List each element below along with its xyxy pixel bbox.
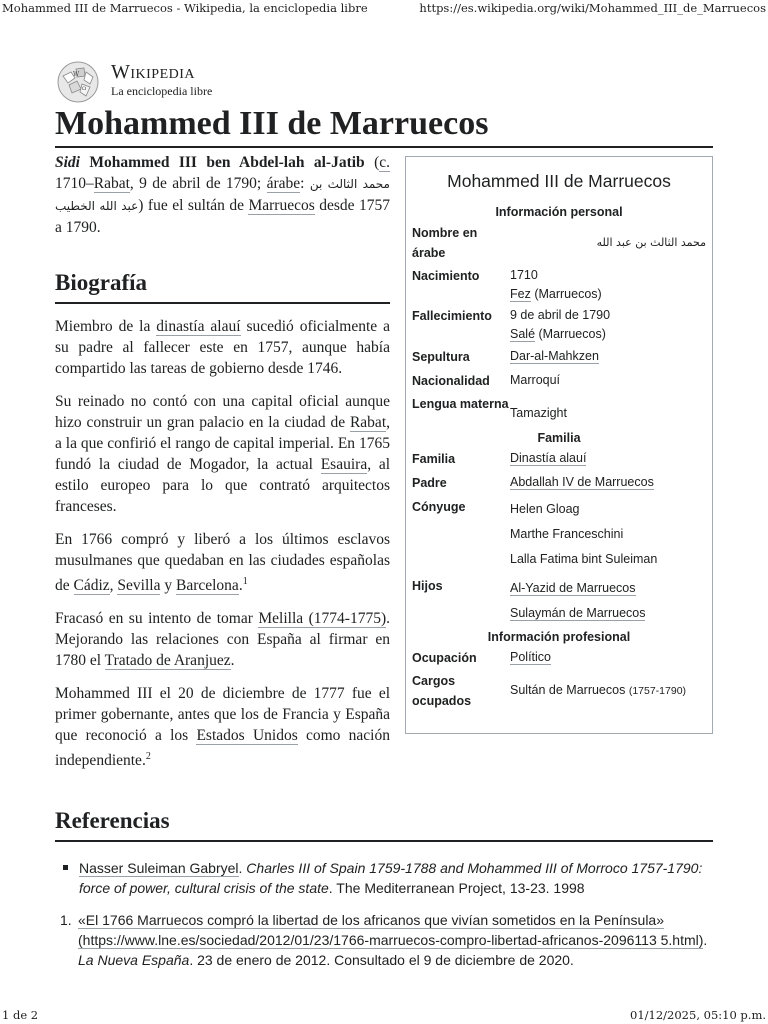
paragraph: Su reinado no contó con una capital oficial aunque hizo construir un gran palacio en la ciudad de Rabat, a la que confirió el rango de capital imperial. En 1765 fundó la ciudad de Mogador, la actual Esauira, al estilo europeo para lo que contrató arquitectos franceses. xyxy=(55,393,391,515)
infobox-value xyxy=(510,449,706,469)
fez-link[interactable]: Fez xyxy=(510,287,531,301)
abdallah-iv-link[interactable]: Abdallah IV de Marruecos xyxy=(510,475,654,489)
references-list xyxy=(60,858,720,970)
intro-text: ) fue el sultán de xyxy=(138,197,249,214)
intro-text: ( xyxy=(364,154,380,171)
intro-text: 1710– xyxy=(55,175,94,192)
infobox-row-nacionalidad xyxy=(406,371,712,391)
spouse-item: Lalla Fatima bint Suleiman xyxy=(510,552,658,566)
infobox-key: Familia xyxy=(412,452,456,466)
melilla-link[interactable]: Melilla (1774-1775) xyxy=(258,610,387,628)
infobox-key: Cónyuge xyxy=(412,500,466,514)
reference-numbered-item: 1. «El 1766 Marruecos compró la libertad de los africanos que vivían sometidos en la Península» (https://www.lne.es/sociedad/2012/01/23/1766-marruecos-compro-libertad-africanos-2096113 5.html). La Nueva España. 23 de enero de 2012. Consultado el 9 de diciembre de 2020. xyxy=(60,912,708,968)
title-divider xyxy=(55,146,713,148)
svg-text:Ω: Ω xyxy=(82,86,87,92)
infobox-section-familia: Familia xyxy=(537,431,581,445)
intro-paragraph xyxy=(55,152,390,238)
infobox-row-conyuge xyxy=(406,497,712,572)
rabat-link[interactable]: Rabat xyxy=(349,414,387,431)
infobox-key: Nacionalidad xyxy=(412,374,490,388)
barcelona-link[interactable]: Barcelona xyxy=(175,577,239,595)
biografia-body xyxy=(55,316,390,783)
reference-author-link[interactable]: Nasser Suleiman Gabryel xyxy=(79,860,239,876)
infobox-row-hijos xyxy=(406,576,712,626)
page-title: Mohammed III de Marruecos xyxy=(55,105,489,142)
arabic-name: محمد الثالث بن عبد الله الخطيب xyxy=(55,177,390,213)
infobox-row-padre xyxy=(406,473,712,493)
reference-external-link[interactable]: «El 1766 Marruecos compró la libertad de los africanos que vivían sometidos en la Península» (https://www.lne.es/sociedad/2012/01/23/1766-marruecos-compro-libertad-africanos-2096113 5.html) xyxy=(78,912,704,948)
infobox-row-nacimiento xyxy=(406,266,712,304)
reference-title: Charles III of Spain 1759-1788 and Mohammed III of Morroco 1757-1790: force of power, cultural crisis of the state xyxy=(79,860,703,896)
intro-text: desde 1757 a 1790. xyxy=(55,197,390,236)
infobox-value: Tamazight xyxy=(510,406,567,420)
infobox-value: 1710 Fez (Marruecos) xyxy=(510,268,602,301)
print-datetime: 01/12/2025, 05:10 p.m. xyxy=(630,1008,766,1022)
infobox-row-familia xyxy=(406,449,712,469)
infobox-section-personal: Información personal xyxy=(495,205,623,219)
marruecos-link[interactable]: Marruecos xyxy=(248,197,315,214)
biografia-heading: Biografía xyxy=(55,270,147,295)
wordmark: Wikipedia xyxy=(111,61,196,83)
paragraph: En 1766 compró y liberó a los últimos esclavos musulmanes que quedaban en las ciudades españolas de Cádiz, Sevilla y Barcelona.$^1$ xyxy=(55,531,390,595)
sale-link[interactable]: Salé xyxy=(510,327,536,341)
circa-link[interactable]: c. xyxy=(379,154,390,171)
infobox-row-ocupacion xyxy=(406,648,712,668)
infobox-key: Hijos xyxy=(412,579,443,593)
dinastia-alaui-link[interactable]: Dinastía alauí xyxy=(510,451,587,465)
print-footer xyxy=(0,1006,768,1024)
paragraph: Miembro de la dinastía alauí sucedió oficialmente a su padre al fallecer este en 1757, aunque había compartido las tareas de gobierno desde 1746. xyxy=(55,318,390,377)
infobox-key: Fallecimiento xyxy=(412,309,492,323)
tagline: La enciclopedia libre xyxy=(111,84,213,98)
arabe-link[interactable]: árabe xyxy=(266,175,301,192)
reference-bullet-item: Nasser Suleiman Gabryel. Charles III of Spain 1759-1788 and Mohammed III of Morroco 1757-1790: force of power, cultural crisis of the state. The Mediterranean Project, 13-23. 1998 xyxy=(60,858,720,898)
infobox-key: Nacimiento xyxy=(412,269,480,283)
infobox-value: Marroquí xyxy=(510,373,561,387)
sevilla-link[interactable]: Sevilla xyxy=(117,577,161,595)
reference-number: 1. xyxy=(60,912,72,928)
infobox-value xyxy=(510,576,706,626)
infobox-title: Mohammed III de Marruecos xyxy=(447,171,671,191)
infobox-value xyxy=(510,648,706,668)
print-page-count: 1 de 2 xyxy=(2,1008,39,1022)
infobox-value xyxy=(510,497,706,572)
ref-2[interactable]: 2 xyxy=(145,751,151,763)
intro-sidi: Sidi xyxy=(55,154,80,171)
infobox-value: 9 de abril de 1790 Salé (Marruecos) xyxy=(510,308,611,341)
paragraph: Mohammed III el 20 de diciembre de 1777 fue el primer gobernante, antes que los de Francia y España que reconoció a los Estados Unidos como nación independiente.$^2$ xyxy=(55,685,390,770)
paragraph: Fracasó en su intento de tomar Melilla (1774-1775). Mejorando las relaciones con España al firmar en 1780 el Tratado de Aranjuez. xyxy=(55,610,390,670)
referencias-divider xyxy=(55,840,713,842)
infobox-section-profesional: Información profesional xyxy=(487,630,631,644)
referencias-heading: Referencias xyxy=(55,808,170,833)
infobox-row-fallecimiento xyxy=(406,306,712,344)
spouse-item: Helen Gloag xyxy=(510,502,580,516)
reference-source: La Nueva España xyxy=(78,952,190,968)
svg-text:W: W xyxy=(73,71,80,78)
infobox xyxy=(405,156,713,734)
wikipedia-globe-icon xyxy=(55,58,101,104)
spouse-item: Marthe Franceschini xyxy=(510,527,624,541)
rabat-link[interactable]: Rabat xyxy=(93,175,130,192)
dinastia-alaui-link[interactable]: dinastía alauí xyxy=(156,318,241,335)
infobox-row-lengua xyxy=(406,394,712,423)
cadiz-link[interactable]: Cádiz xyxy=(73,577,110,595)
estados-unidos-link[interactable]: Estados Unidos xyxy=(196,727,298,745)
print-url: https://es.wikipedia.org/wiki/Mohammed_III_de_Marruecos xyxy=(419,1,766,15)
sulayman-link[interactable]: Sulaymán de Marruecos xyxy=(510,606,646,620)
ref-1[interactable]: 1 xyxy=(242,576,248,587)
infobox-value xyxy=(510,347,706,367)
tratado-aranjuez-link[interactable]: Tratado de Aranjuez xyxy=(104,652,231,670)
wikipedia-logo[interactable] xyxy=(55,58,305,104)
infobox-key: Cargos ocupados xyxy=(412,674,472,708)
infobox-value: Sultán de Marruecos (1757-1790) xyxy=(510,683,687,697)
infobox-key: Lengua materna xyxy=(412,397,509,411)
al-yazid-link[interactable]: Al-Yazid de Marruecos xyxy=(510,581,636,595)
intro-text: , 9 de abril de 1790; xyxy=(129,175,267,192)
infobox-value: محمد الثالث بن عبد الله xyxy=(596,236,706,249)
infobox-row-sepultura xyxy=(406,347,712,367)
print-header xyxy=(0,0,768,16)
esauira-link[interactable]: Esauira xyxy=(320,456,368,473)
infobox-value xyxy=(510,473,706,493)
biografia-divider xyxy=(55,302,390,304)
politico-link[interactable]: Político xyxy=(510,650,551,664)
infobox-key: Padre xyxy=(412,476,447,490)
print-page-title: Mohammed III de Marruecos - Wikipedia, la enciclopedia libre xyxy=(2,1,368,15)
infobox-row-cargos xyxy=(406,671,712,711)
infobox-key: Ocupación xyxy=(412,651,477,665)
intro-text: : xyxy=(300,175,310,192)
dar-al-mahkzen-link[interactable]: Dar-al-Mahkzen xyxy=(510,349,599,363)
infobox-row-nombre-arabe xyxy=(406,223,712,263)
intro-name: Mohammed III ben Abdel-lah al-Jatib xyxy=(79,154,365,171)
infobox-key: Nombre en árabe xyxy=(412,226,478,260)
infobox-key: Sepultura xyxy=(412,350,470,364)
